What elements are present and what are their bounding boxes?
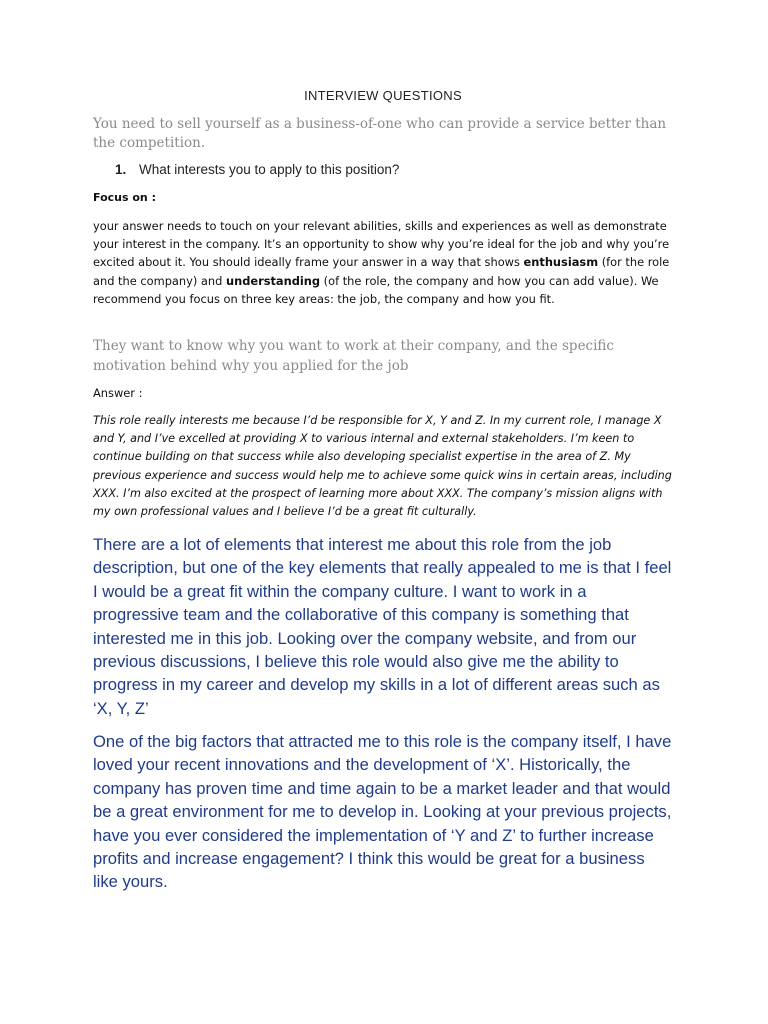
motivation-text: They want to know why you want to work at their company, and the specific motivation behind why you applied for the job [93,338,614,374]
focus-text-part2: (for the role and the company) and [93,255,670,288]
response-paragraph-2: One of the big factors that attracted me to this role is the company itself, I have loved your recent innovations and the development of ‘X’. Historically, the company has proven time and time again to be a market leader and that would be a great environment for me to develop in. Looking at your previous projects, have you ever considered the implementation of ‘Y and Z’ to further increase profits and increase engagement? I think this would be great for a business like yours. [93,732,672,892]
focus-text-part1: your answer needs to touch on your relevant abilities, skills and experiences as well as demonstrate your interest in the company. It’s an opportunity to show why you’re ideal for the job and why you’re excited about it. You should ideally frame your answer in a way that shows [93,219,670,270]
sample-answer: This role really interests me because I’d be responsible for X, Y and Z. In my current role, I manage X and Y, and I’ve excelled at providing X to various internal and external stakeholders. I’m keen to continue building on that success while also developing specialist expertise in the area of Z. My previous experience and success would help me to achieve some quick wins in certain areas, including XXX. I’m also excited at the prospect of learning more about XXX. The company’s mission aligns with my own professional values and I believe I’d be a great fit culturally. [93,414,672,519]
document-title: INTERVIEW QUESTIONS [304,88,462,103]
intro-text: You need to sell yourself as a business-of-one who can provide a service better than the competition. [93,116,667,151]
focus-label: Focus on : [93,191,156,204]
response-paragraph-1: There are a lot of elements that interest me about this role from the job description, but one of the key elements that really appealed to me is that I feel I would be a great fit within the company culture. I want to work in a progressive team and the collaborative of this company is something that interested me in this job. Looking over the company website, and from our previous discussions, I believe this role would also give me the ability to progress in my career and develop my skills in a lot of different areas such as ‘X, Y, Z’ [93,535,672,718]
question-item [115,162,655,177]
answer-label: Answer : [93,386,143,400]
focus-bold-enthusiasm: enthusiasm [523,255,599,270]
question-number: 1. [115,162,127,177]
question-text: What interests you to apply to this position? [139,162,400,177]
focus-text-part3: (of the role, the company and how you can add value). We recommend you focus on three key areas: the job, the company and how you fit. [93,273,659,306]
focus-body [93,217,673,308]
focus-bold-understanding: understanding [225,273,321,288]
